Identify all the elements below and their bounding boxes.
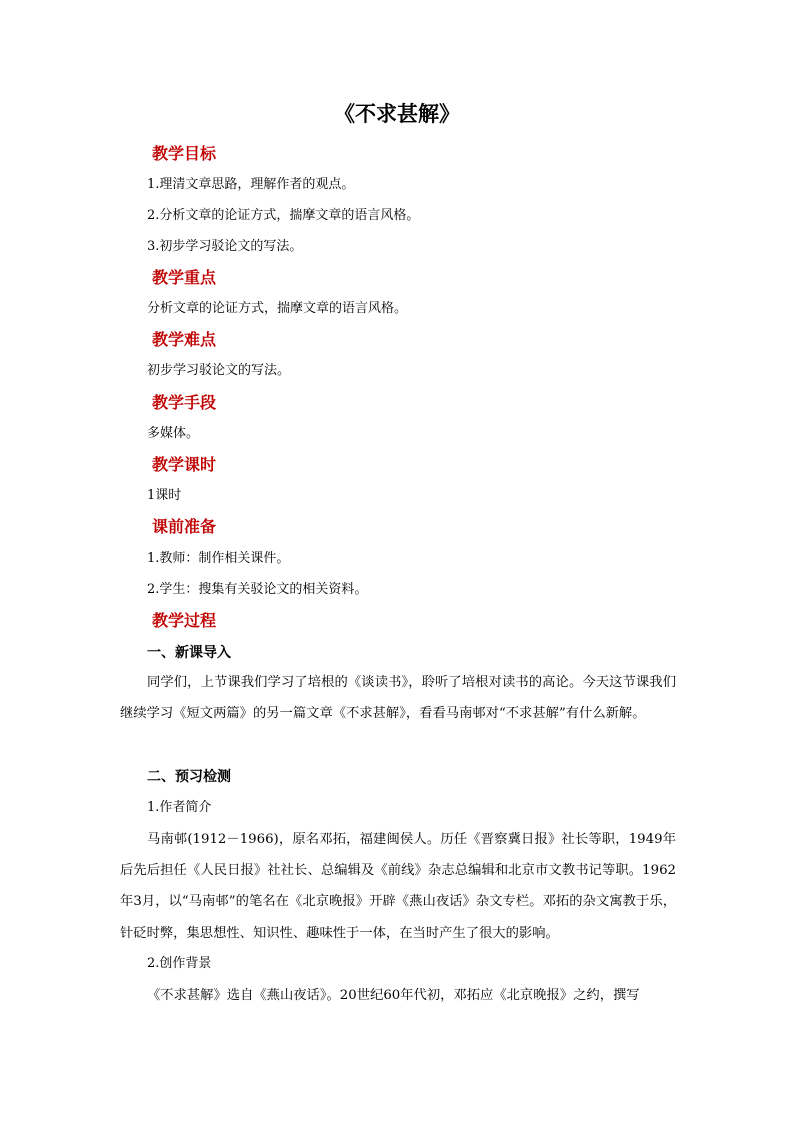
goal-item-2: 2.分析文章的论证方式，揣摩文章的语言风格。: [147, 208, 420, 223]
heading-key-points: 教学重点: [152, 268, 217, 287]
goal-item-3: 3.初步学习驳论文的写法。: [147, 239, 303, 254]
prep-item-2: 2.学生：搜集有关驳论文的相关资料。: [147, 582, 368, 597]
introduction-paragraph: 同学们，上节课我们学习了培根的《谈读书》，聆听了培根对读书的高论。今天这节课我们继续学习《短文两篇》的另一篇文章《不求甚解》，看看马南邨对“不求甚解”有什么新解。: [120, 675, 676, 722]
heading-class-hours: 教学课时: [152, 455, 217, 474]
goal-item-1: 1.理清文章思路，理解作者的观点。: [147, 177, 355, 192]
key-points-text: 分析文章的论证方式，揣摩文章的语言风格。: [147, 301, 408, 316]
heading-preparation: 课前准备: [152, 517, 217, 536]
prep-item-1: 1.教师：制作相关课件。: [147, 551, 290, 566]
section-heading-introduction: 一、新课导入: [147, 645, 231, 661]
heading-teaching-goals: 教学目标: [152, 144, 217, 163]
subheading-background: 2.创作背景: [147, 956, 212, 971]
class-hours-text: 1课时: [147, 488, 182, 503]
subheading-author-intro: 1.作者简介: [147, 800, 212, 815]
teaching-means-text: 多媒体。: [147, 426, 200, 441]
document-title: 《不求甚解》: [334, 102, 460, 126]
section-heading-preview-check: 二、预习检测: [147, 769, 231, 785]
heading-teaching-means: 教学手段: [152, 393, 217, 412]
difficulties-text: 初步学习驳论文的写法。: [147, 363, 291, 378]
heading-teaching-process: 教学过程: [152, 611, 217, 630]
author-intro-paragraph: 马南邨(1912－1966)，原名邓拓，福建闽侯人。历任《晋察冀日报》社长等职，1949年后先后担任《人民日报》社社长、总编辑及《前线》杂志总编辑和北京市文教书记等职。1962年3月，以“马南邨”的笔名在《北京晚报》开辟《燕山夜话》杂文专栏。邓拓的杂文寓教于乐，针砭时弊，集思想性、知识性、趣味性于一体，在当时产生了很大的影响。: [120, 832, 676, 941]
heading-difficulties: 教学难点: [152, 330, 217, 349]
background-paragraph: 《不求甚解》选自《燕山夜话》。20世纪60年代初，邓拓应《北京晚报》之约，撰写: [147, 988, 640, 1003]
